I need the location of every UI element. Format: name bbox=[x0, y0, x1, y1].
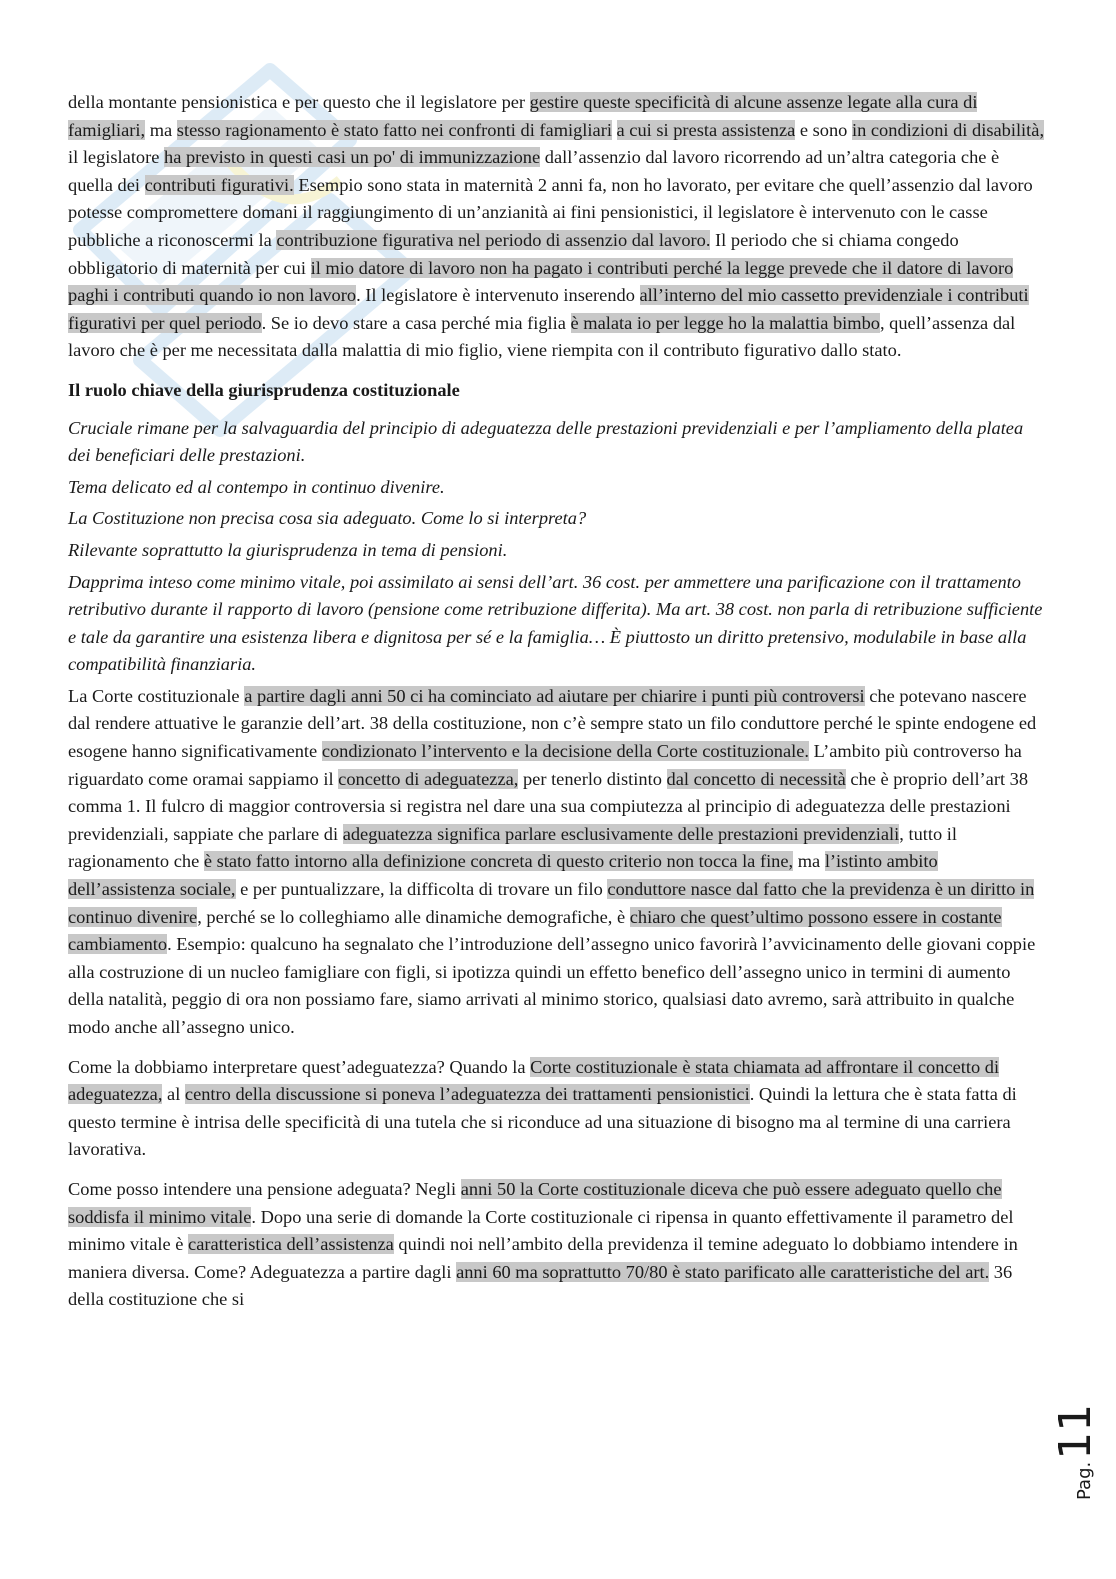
highlight: è stato fatto intorno alla definizione concreta di questo criterio non tocca la fine, bbox=[203, 851, 794, 872]
highlight: caratteristica dell’assistenza bbox=[188, 1234, 394, 1255]
paragraph-corte-costituzionale bbox=[68, 683, 1048, 1042]
highlight: centro della discussione si poneva l’adeguatezza dei trattamenti pensionistici bbox=[184, 1084, 750, 1105]
text-run: Il periodo che si chiama congedo obbligatorio di maternità per cui bbox=[68, 229, 959, 278]
page-number bbox=[1020, 1400, 1100, 1520]
paragraph-interpretazione bbox=[68, 1054, 1048, 1164]
text-run: della montante pensionistica e per questo che il legislatore per bbox=[68, 92, 530, 112]
highlight: il mio datore di lavoro non ha pagato i contributi perché la legge prevede che il datore di lavoro paghi i contributi quando io non lavoro bbox=[68, 257, 1014, 306]
highlight: gestire queste specificità di alcune assenze legate alla cura di famigliari, bbox=[68, 92, 978, 140]
text-run: ma bbox=[145, 119, 177, 140]
text-run: Come posso intendere una pensione adeguata? Negli bbox=[68, 1178, 461, 1199]
text-run: al bbox=[162, 1084, 185, 1105]
italic-note: Tema delicato ed al contempo in continuo divenire. bbox=[68, 476, 445, 497]
text-run: , perché se lo colleghiamo alle dinamiche demografiche, è bbox=[197, 906, 630, 927]
highlight: stesso ragionamento è stato fatto nei confronti di famigliari bbox=[176, 119, 612, 140]
text-run: per tenerlo distinto bbox=[518, 768, 667, 789]
text-run: e per puntualizzare, la difficolta di trovare un filo bbox=[235, 879, 608, 900]
highlight: chiaro che quest’ultimo possono essere in costante cambiamento bbox=[68, 906, 1002, 955]
italic-note: Rilevante soprattutto la giurisprudenza in tema di pensioni. bbox=[68, 539, 508, 560]
text-run: . Se io devo stare a casa perché mia figlia bbox=[261, 312, 571, 333]
italic-note: Cruciale rimane per la salvaguardia del principio di adeguatezza delle prestazioni previdenziali e per l’ampliamento della platea dei beneficiari delle prestazioni. bbox=[68, 417, 1024, 466]
text-run: che potevano nascere dal rendere attuative le garanzie dell’art. 38 della costituzione, non c’è sempre stato un filo conduttore perché le spinte endogene ed esogene hanno significativamente bbox=[68, 685, 1037, 762]
text-run: . Dopo una serie di domande la Corte costituzionale ci ripensa in quanto effettivamente il parametro del minimo vitale è bbox=[68, 1206, 1014, 1255]
text-run: ma bbox=[793, 851, 825, 872]
italic-note: Dapprima inteso come minimo vitale, poi assimilato ai sensi dell’art. 36 cost. per ammettere una parificazione con il trattamento retributivo durante il rapporto di lavoro (pensione come retribuzione differita). Ma art. 38 cost. non parla di retribuzione sufficiente e tale da garantire una esistenza libera e dignitosa per sé e la famiglia… È piuttosto un diritto pretensivo, modulabile in base alla compatibilità finanziaria. bbox=[68, 571, 1043, 675]
highlight: ha previsto in questi casi un po' di immunizzazione bbox=[164, 147, 541, 168]
text-run: che è proprio dell’art 38 comma 1. Il fulcro di maggior controversia si registra nel dare una sua compiutezza al principio di adeguatezza delle prestazioni previdenziali, sappiate che parlare di bbox=[68, 768, 1029, 844]
highlight: a cui si presta assistenza bbox=[616, 119, 796, 140]
highlight: contribuzione figurativa nel periodo di assenzio dal lavoro. bbox=[276, 229, 711, 250]
highlight: condizionato l’intervento e la decisione della Corte costituzionale. bbox=[321, 741, 809, 762]
highlight: anni 60 ma soprattutto 70/80 è stato parificato alle caratteristiche del art. bbox=[456, 1261, 990, 1282]
highlight: anni 50 la Corte costituzionale diceva che può essere adeguato quello che soddisfa il minimo vitale bbox=[68, 1178, 1002, 1227]
highlight: concetto di adeguatezza, bbox=[338, 768, 519, 789]
text-run: , tutto il ragionamento che bbox=[68, 823, 957, 872]
highlight: in condizioni di disabilità, bbox=[851, 119, 1045, 140]
highlight: a partire dagli anni 50 ci ha cominciato ad aiutare per chiarire i punti più controversi bbox=[244, 685, 865, 706]
text-run: dall’assenzio dal lavoro ricorrendo ad un’altra categoria che è quella dei bbox=[68, 147, 1000, 195]
text-run bbox=[612, 120, 617, 140]
highlight: Corte costituzionale è stata chiamata ad affrontare il concetto di adeguatezza, bbox=[68, 1056, 1000, 1105]
text-run: 36 della costituzione che si bbox=[68, 1261, 1013, 1310]
text-run: Come la dobbiamo interpretare quest’adeguatezza? Quando la bbox=[68, 1056, 531, 1077]
page-label: Pag. bbox=[1074, 1461, 1095, 1500]
highlight: dal concetto di necessità bbox=[666, 768, 846, 789]
text-run: La Corte costituzionale bbox=[68, 685, 245, 706]
highlight: è malata io per legge ho la malattia bimbo bbox=[570, 312, 880, 333]
highlight: conduttore nasce dal fatto che la previdenza è un diritto in continuo divenire bbox=[68, 879, 1035, 927]
section-heading: Il ruolo chiave della giurisprudenza costituzionale bbox=[68, 379, 460, 400]
paragraph-pensione-adeguata bbox=[68, 1176, 1048, 1314]
text-run: e sono bbox=[795, 119, 852, 140]
text-run: L’ambito più controverso ha riguardato come oramai sappiamo il bbox=[68, 741, 1022, 789]
highlight: all’interno del mio cassetto previdenziale i contributi figurativi per quel periodo bbox=[68, 285, 1029, 333]
page-number-value: 11 bbox=[1050, 1403, 1101, 1460]
text-run: , quell’assenza dal lavoro che è per me necessitata dalla malattia di mio figlio, viene riempita con il contributo figurativo dallo stato. bbox=[68, 312, 1016, 361]
highlight: contributi figurativi. bbox=[144, 174, 294, 195]
paragraph-contributi-figurativi bbox=[68, 89, 1048, 365]
text-run: Esempio sono stata in maternità 2 anni fa, non ho lavorato, per evitare che quell’assenzio dal lavoro potesse compromettere domani il raggiungimento di un’anzianità ai fini pensionistici, il legislatore è intervenuto con le casse pubbliche a riconoscermi la bbox=[68, 174, 1033, 250]
document-body bbox=[68, 89, 1048, 1314]
text-run: il legislatore bbox=[68, 147, 165, 168]
text-run: . Esempio: qualcuno ha segnalato che l’introduzione dell’assegno unico favorirà l’avvicinamento delle giovani coppie alla costruzione di un nucleo famigliare con figli, si ipotizza quindi un effetto benefico dell’assegno unico in termini di aumento della natalità, peggio di ora non possiamo fare, siamo arrivati al minimo storico, qualsiasi dato avremo, sarà attribuito in qualche modo anche all’assegno unico. bbox=[68, 934, 1036, 1037]
text-run: quindi noi nell’ambito della previdenza il temine adeguato lo dobbiamo intendere in maniera diversa. Come? Adeguatezza a partire dagli bbox=[68, 1234, 1018, 1282]
highlight: adeguatezza significa parlare esclusivamente delle prestazioni previdenziali bbox=[342, 823, 900, 844]
highlight: l’istinto ambito dell’assistenza sociale, bbox=[68, 851, 938, 900]
italic-note: La Costituzione non precisa cosa sia adeguato. Come lo si interpreta? bbox=[68, 508, 587, 529]
text-run: . Quindi la lettura che è stata fatta di questo termine è intrisa delle specificità di una tutela che si riconduce ad una situazione di bisogno ma al termine di una carriera lavorativa. bbox=[68, 1084, 1017, 1160]
text-run: . Il legislatore è intervenuto inserendo bbox=[356, 285, 640, 306]
